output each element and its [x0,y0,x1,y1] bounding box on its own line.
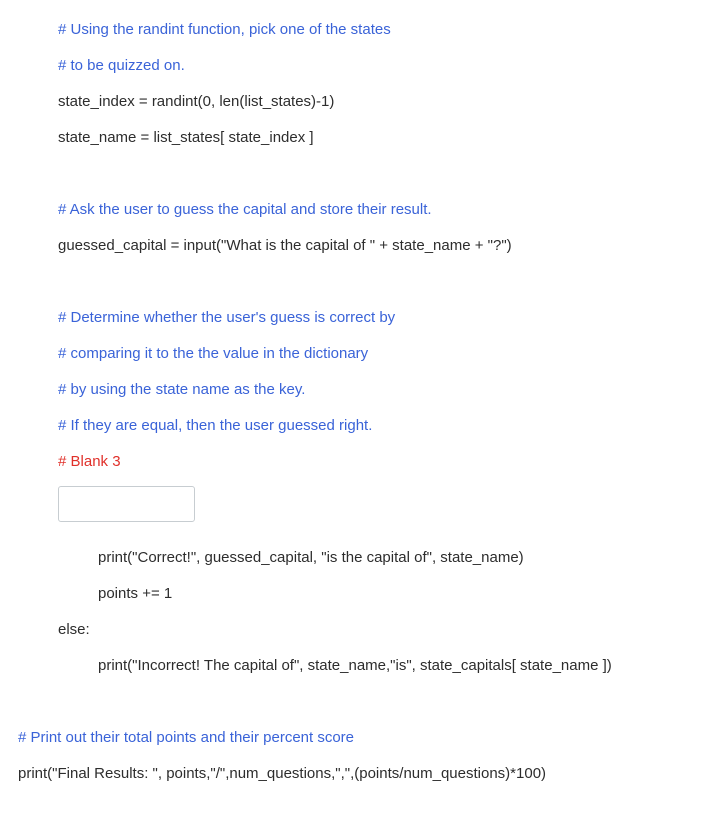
code-line: print("Correct!", guessed_capital, "is the capital of", state_name) [98,549,524,566]
code-comment: # If they are equal, then the user guessed right. [58,417,373,434]
code-comment: # Ask the user to guess the capital and store their result. [58,201,432,218]
code-comment: # by using the state name as the key. [58,381,306,398]
code-line: else: [58,621,90,638]
code-line: print("Incorrect! The capital of", state_name,"is", state_capitals[ state_name ]) [98,657,612,674]
code-comment: # Print out their total points and their percent score [18,729,355,746]
blank-label: # Blank 3 [58,453,121,470]
code-line: state_name = list_states[ state_index ] [58,129,314,146]
blank-3-input[interactable] [58,486,195,522]
code-line: points += 1 [98,585,173,602]
code-comment: # Determine whether the user's guess is correct by [58,309,396,326]
code-line: guessed_capital = input("What is the capital of " + state_name + "?") [58,237,512,254]
code-line: state_index = randint(0, len(list_states)-1) [58,93,335,110]
code-comment: # Using the randint function, pick one of the states [58,21,391,38]
code-comment: # to be quizzed on. [58,57,185,74]
code-comment: # comparing it to the the value in the dictionary [58,345,369,362]
code-line: print("Final Results: ", points,"/",num_questions,",",(points/num_questions)*100) [18,765,547,782]
